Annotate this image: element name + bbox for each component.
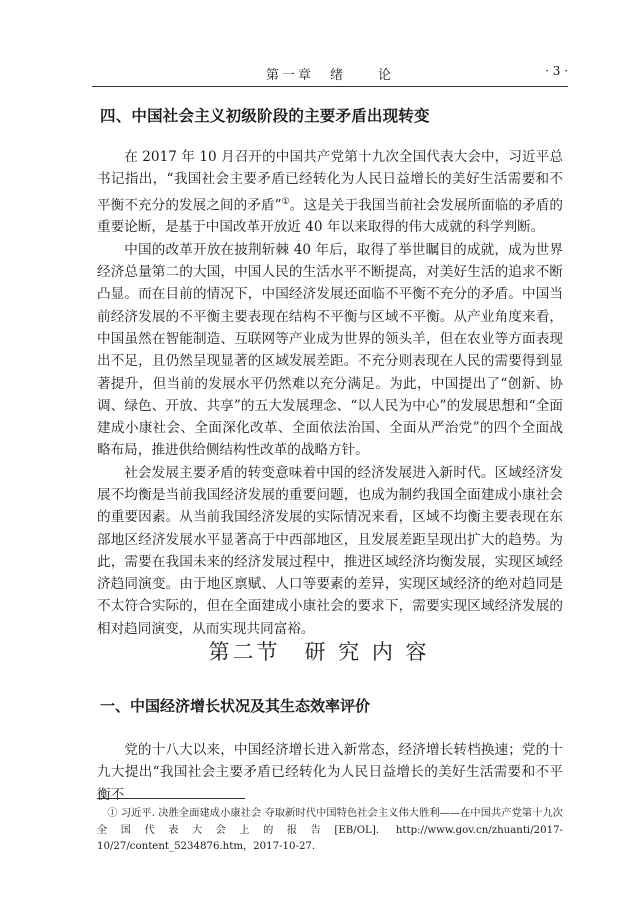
- subsection-body: [97, 739, 563, 806]
- footnote: ① 习近平. 决胜全面建成小康社会 夺取新时代中国特色社会主义伟大胜利——在中国共产党第十九次全国代表大会上的报告[EB/OL]. http://www.gov.cn/zhuanti/2017-10/27/content_5234876.htm，2017-10-27.: [97, 808, 563, 852]
- section-heading: 四、中国社会主义初级阶段的主要矛盾出现转变: [100, 107, 430, 125]
- section-body: [97, 146, 563, 640]
- paragraph-text: 。这是关于我国当前社会发展所面临的矛盾的重要论断，是基于中国改革开放近 40 年以来取得的伟大成就的科学判断。: [97, 197, 563, 236]
- subsection-heading: 一、中国经济增长状况及其生态效率评价: [100, 697, 371, 715]
- footnote-divider: [97, 798, 245, 799]
- paragraph: [97, 146, 563, 239]
- paragraph: 社会发展主要矛盾的转变意味着中国的经济发展进入新时代。区域经济发展不均衡是当前我国经济发展的重要问题，也成为制约我国全面建成小康社会的重要因素。从当前我国经济发展的实际情况来看，区域不均衡主要表现在东部地区经济发展水平显著高于中西部地区，且发展差距呈现出扩大的趋势。为此，需要在我国未来的经济发展过程中，推进区域经济均衡发展，实现区域经济趋同演变。由于地区禀赋、人口等要素的差异，实现区域经济的绝对趋同是不太符合实际的，但在全面建成小康社会的要求下，需要实现区域经济发展的相对趋同演变，从而实现共同富裕。: [97, 464, 563, 637]
- paragraph: 中国的改革开放在披荆斩棘 40 年后，取得了举世瞩目的成就，成为世界经济总量第二的大国，中国人民的生活水平不断提高，对美好生活的追求不断凸显。而在目前的情况下，中国经济发展还面临不平衡不充分的矛盾。中国当前经济发展的不平衡主要表现在结构不平衡与区域不平衡。从产业角度来看，中国虽然在智能制造、互联网等产业成为世界的领头羊，但在农业等方面表现出不足，且仍然呈现显著的区域发展差距。不充分则表现在人民的需要得到显著提升，但当前的发展水平仍然难以充分满足。为此，中国提出了“创新、协调、绿色、开放、共享”的五大发展理念、“以人民为中心”的发展思想和“全面建成小康社会、全面深化改革、全面依法治国、全面从严治党”的四个全面战略布局，推进供给侧结构性改革的战略方针。: [97, 241, 563, 459]
- paragraph: 党的十八大以来，中国经济增长进入新常态，经济增长转档换速；党的十九大提出“我国社会主要矛盾已经转化为人民日益增长的美好生活需要和不平衡不: [97, 742, 563, 803]
- paragraph-text: 在 2017 年 10 月召开的中国共产党第十九次全国代表大会中，习近平总书记指出，“我国社会主要矛盾已经转化为人民日益增长的美好生活需要和不平衡不充分的发展之间的矛盾”: [97, 149, 563, 214]
- page-number: · 3 ·: [545, 64, 568, 78]
- footnote-marker[interactable]: ①: [281, 196, 290, 207]
- chapter-title: 第一章 绪 论: [265, 68, 394, 83]
- running-header: [92, 60, 568, 87]
- node-heading: 第二节 研 究 内 容: [208, 640, 430, 664]
